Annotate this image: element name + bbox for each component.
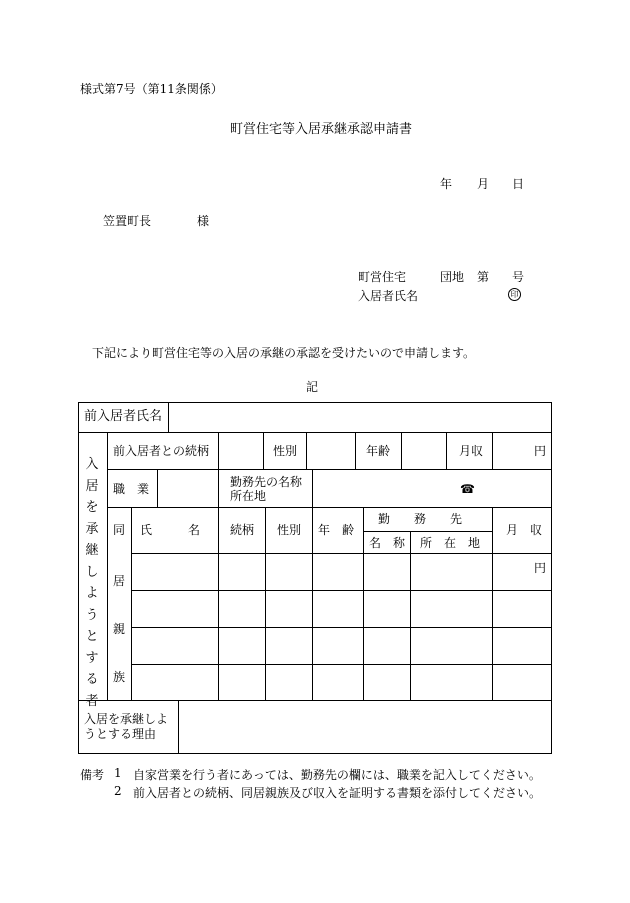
note-2-number: 2 [114,784,122,798]
date-day-label: 日 [512,177,525,191]
note-2-text: 前入居者との続柄、同居親族及び収入を証明する書類を添付してください。 [133,786,542,800]
sex-label: 性別 [273,444,298,458]
date-month-label: 月 [477,177,490,191]
go-label: 号 [512,270,525,284]
family-sex-header: 性別 [277,523,302,537]
housing-label: 町営住宅 [358,270,407,284]
age-label: 年齢 [366,444,391,458]
successor-vertical-label: 入居を承継しようとする者 [85,457,99,709]
family-name-header: 氏 名 [140,523,201,537]
dai-label: 第 [477,270,490,284]
ki-label: 記 [306,380,319,394]
notes-label: 備考 [80,768,105,782]
job-label: 職 業 [113,482,150,496]
reason-label-line1: 入居を承継しよ [84,712,169,726]
honorific: 様 [197,214,210,228]
family-char-3: 親 [113,622,126,636]
family-char-1: 同 [113,523,126,537]
family-income-header: 月 収 [506,523,543,537]
employer-name-label: 勤務先の名称 [230,475,303,489]
form-number: 様式第7号（第11条関係） [80,82,223,96]
document-title: 町営住宅等入居承継承認申請書 [230,122,413,137]
family-relation-header: 続柄 [230,523,255,537]
intro-text: 下記により町営住宅等の入居の承継の承認を受けたいので申請します。 [92,346,476,360]
employer-address-label: 所在地 [230,489,267,503]
danchi-label: 団地 [440,270,465,284]
seal-icon: 印 [508,286,521,301]
family-work-header: 勤 務 先 [378,512,463,526]
date-year-label: 年 [440,177,453,191]
note-1-number: 1 [114,766,122,780]
telephone-icon: ☎ [460,482,475,496]
family-work-address-header: 所 在 地 [420,536,481,550]
note-1-text: 自家営業を行う者にあっては、勤務先の欄には、職業を記入してください。 [133,768,541,782]
family-income-yen: 円 [534,561,547,575]
family-char-2: 居 [113,574,126,588]
applicant-name-label: 入居者氏名 [358,289,419,303]
family-char-4: 族 [113,670,126,684]
relation-label: 前入居者との続柄 [113,444,210,458]
family-age-header: 年 齢 [318,523,355,537]
addressee: 笠置町長 [103,214,152,228]
family-work-name-header: 名 称 [369,536,406,550]
income-label: 月収 [459,444,484,458]
reason-label-line2: うとする理由 [84,727,157,741]
income-yen: 円 [534,444,547,458]
prev-resident-name-label: 前入居者氏名 [84,409,163,424]
